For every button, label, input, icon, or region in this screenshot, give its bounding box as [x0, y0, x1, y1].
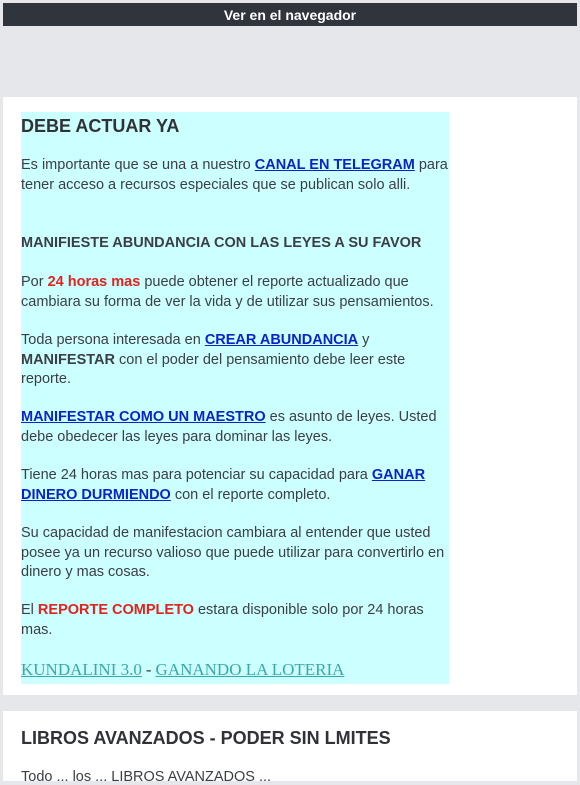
paragraph-24-hours: Por 24 horas mas puede obtener el reporte actualizado que cambiara su forma de ver la vida y de utilizar sus pensamientos. — [21, 274, 434, 310]
full-report-highlight: REPORTE COMPLETO — [37, 602, 194, 618]
create-abundance-link[interactable]: CREAR ABUNDANCIA — [204, 332, 359, 348]
content-card — [3, 97, 577, 695]
highlight-box — [21, 112, 449, 684]
red-highlight: 24 horas mas — [47, 274, 141, 290]
paragraph-telegram: Es importante que se una a nuestro CANAL EN TELEGRAM para tener acceso a recursos especiales que se publican solo alli. — [21, 157, 448, 193]
partial-text: Todo ... los ... LIBROS AVANZADOS ... — [21, 769, 272, 785]
footer-links — [21, 660, 344, 680]
telegram-channel-link[interactable]: CANAL EN TELEGRAM — [254, 157, 415, 173]
lottery-link[interactable]: GANANDO LA LOTERIA — [155, 660, 345, 679]
paragraph-master: MANIFESTAR COMO UN MAESTRO es asunto de leyes. Usted debe obedecer las leyes para dominar las leyes. — [21, 409, 437, 445]
paragraph-capacity: Su capacidad de manifestacion cambiara al entender que usted posee ya un recurso valioso que puede utilizar para convertirlo en dinero y mas cosas. — [21, 525, 445, 580]
paragraph-earn-money: Tiene 24 horas mas para potenciar su capacidad para GANAR DINERO DURMIENDO con el reporte completo. — [21, 467, 426, 503]
view-in-browser-bar[interactable] — [3, 3, 577, 26]
section-title: DEBE ACTUAR YA — [21, 116, 180, 136]
manifest-master-link[interactable]: MANIFESTAR COMO UN MAESTRO — [21, 409, 266, 425]
kundalini-link[interactable]: KUNDALINI 3.0 — [21, 660, 142, 679]
link-separator: - — [145, 660, 152, 679]
view-in-browser-link[interactable]: Ver en el navegador — [223, 6, 357, 23]
paragraph-full-report: El REPORTE COMPLETO estara disponible solo por 24 horas mas. — [21, 602, 424, 638]
books-card — [3, 711, 577, 785]
books-title: LIBROS AVANZADOS - PODER SIN LMITES — [21, 728, 391, 748]
paragraph-create-abundance: Toda persona interesada en CREAR ABUNDANCIA y MANIFESTAR con el poder del pensamiento debe leer este reporte. — [21, 332, 406, 387]
abundance-heading: MANIFIESTE ABUNDANCIA CON LAS LEYES A SU FAVOR — [21, 235, 422, 251]
earn-money-sleeping-link[interactable]: GANAR DINERO DURMIENDO — [21, 467, 426, 503]
